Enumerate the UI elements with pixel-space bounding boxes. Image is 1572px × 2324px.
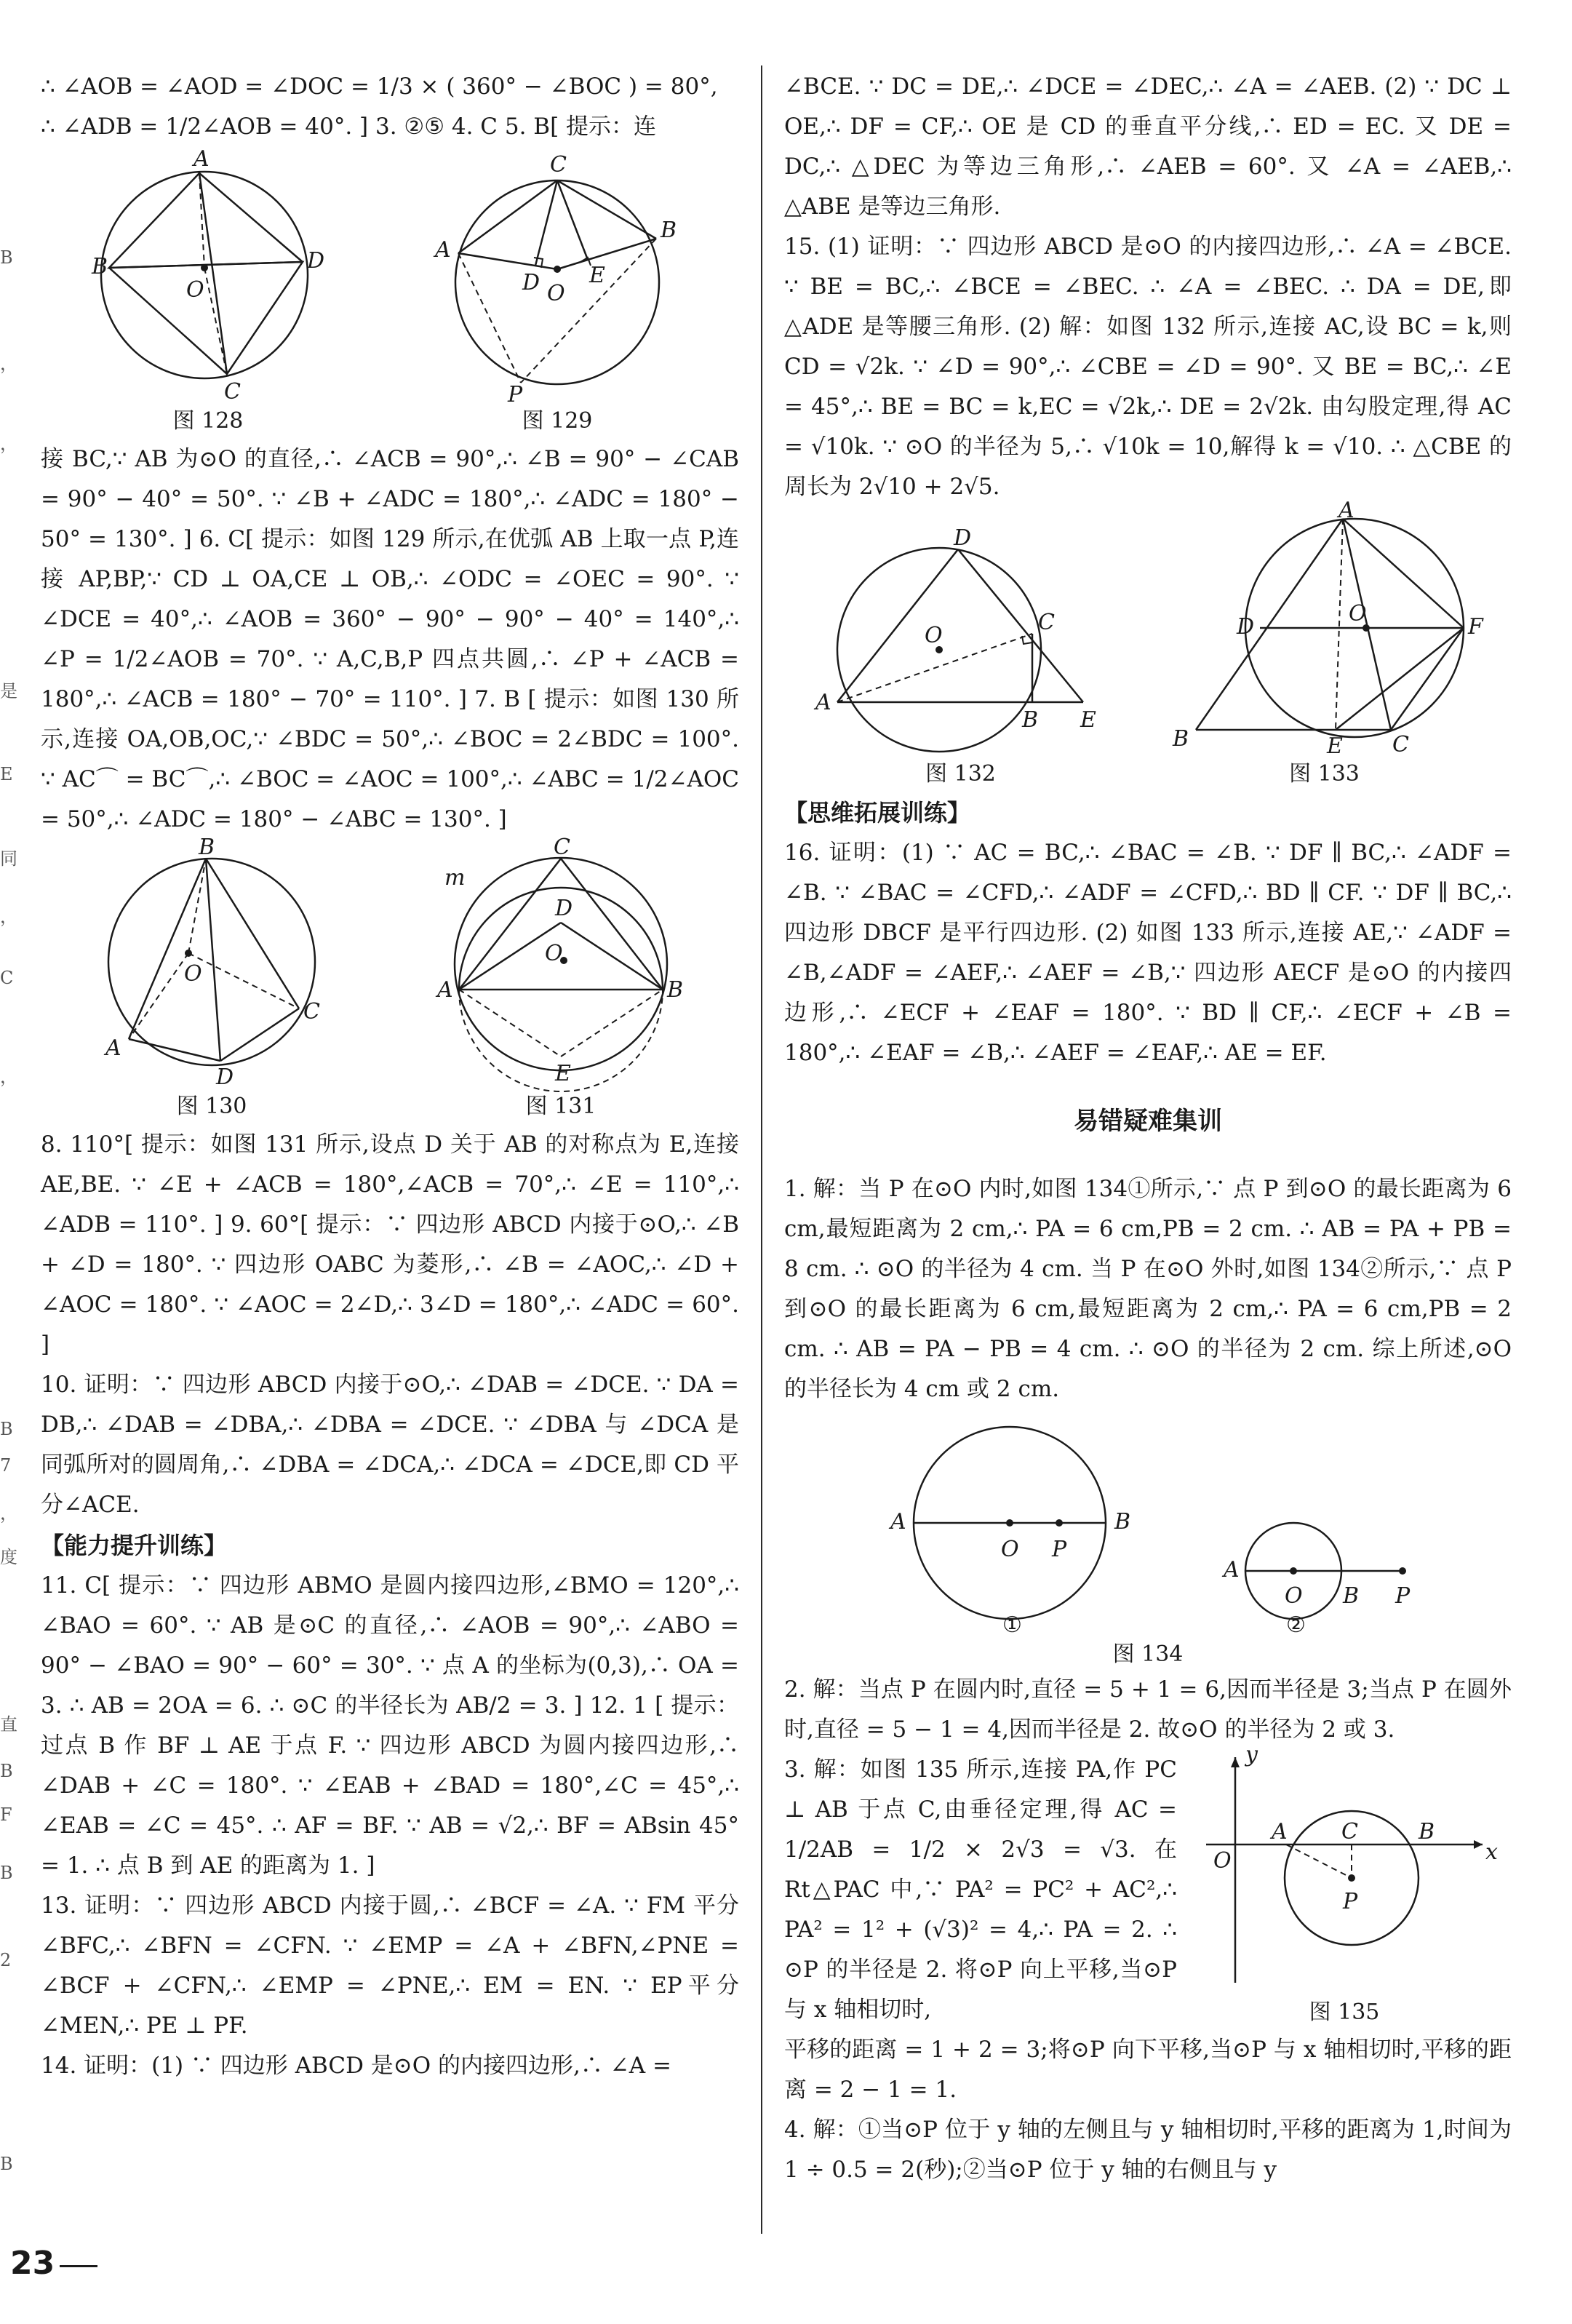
figure-135-drawing [1192, 1742, 1498, 1997]
svg-text:O: O [545, 941, 563, 966]
svg-text:D: D [1236, 614, 1254, 640]
figure-128-drawing [92, 146, 325, 406]
edge-mark: 同 [0, 848, 17, 869]
svg-text:A: A [1272, 1819, 1288, 1845]
svg-text:O: O [1001, 1537, 1019, 1562]
figure-row-132-133 [784, 498, 1512, 789]
figure-133-drawing [1168, 498, 1483, 759]
page-number-dash [60, 2265, 97, 2267]
right-paragraph-2: 15. (1) 证明：∵ 四边形 ABCD 是⊙O 的内接四边形,∴ ∠A = ∠BCE. ∵ BE = BC,∴ ∠BCE = ∠BEC. ∴ ∠A = ∠BEC. ∴ DA = DE,即△ADE 是等腰三角形. (2) 解：如图 132 所示,连接 AC,设 BC = k,则 CD = √2k. ∵ ∠D = 90°,∴ ∠CBE = ∠D = 90°. 又 BE = BC,∴ ∠E = 45°,∴ BE = BC = k,EC = √2k,∴ DE = 2√2k. 由勾股定理,得 AC = √10k. ∵ ⊙O 的半径为 5,∴ √10k = 10,解得 k = √10. ∴ △CBE 的周长为 2√10 + 2√5. [784, 234, 1512, 500]
edge-mark: ， [0, 434, 17, 454]
figure-129 [426, 151, 688, 437]
right-paragraph-7: 平移的距离 = 1 + 2 = 3;将⊙P 向下平移,当⊙P 与 x 轴相切时,平移的距离 = 2 − 1 = 1. [784, 2037, 1512, 2103]
right-paragraph-6: 3. 解：如图 135 所示,连接 PA,作 PC ⊥ AB 于点 C,由垂径定理,得 AC = 1/2AB = 1/2 × 2√3 = √3. 在 Rt△PAC 中,∵ PA² = PC² + AC²,∴ PA² = 1² + (√3)² = 4,∴ PA = 2. ∴ ⊙P 的半径是 2. 将⊙P 向上平移,当⊙P 与 x 轴相切时, [784, 1756, 1177, 2023]
figure-129-drawing [426, 151, 688, 406]
figure-130-drawing [88, 835, 335, 1091]
edge-mark: B [0, 1761, 13, 1781]
figure-131 [430, 835, 692, 1122]
problem-3-block [784, 1742, 1512, 2030]
svg-text:C: C [303, 999, 320, 1024]
svg-text:C: C [1037, 610, 1055, 635]
svg-text:D: D [555, 896, 573, 921]
svg-text:A: A [1224, 1557, 1240, 1583]
svg-text:P: P [508, 382, 523, 407]
svg-text:D: D [216, 1064, 234, 1090]
figure-135-caption: 图 135 [1309, 1999, 1380, 2025]
figure-132 [815, 525, 1106, 789]
svg-text:O: O [184, 961, 202, 987]
svg-text:O: O [1285, 1583, 1303, 1609]
svg-text:D: D [307, 248, 325, 274]
edge-mark: 是 [0, 681, 17, 701]
edge-mark: 度 [0, 1547, 17, 1567]
edge-mark: B [0, 1863, 13, 1883]
svg-text:B: B [667, 977, 684, 1003]
svg-text:B: B [1172, 726, 1189, 752]
svg-text:B: B [661, 218, 677, 243]
edge-mark: ， [0, 354, 17, 374]
svg-text:C: C [224, 379, 241, 405]
svg-text:B: B [1419, 1819, 1435, 1845]
figure-128-caption: 图 128 [172, 408, 244, 434]
svg-text:x: x [1485, 1839, 1498, 1865]
figure-135 [1192, 1742, 1498, 2028]
right-paragraph-4: 1. 解：当 P 在⊙O 内时,如图 134①所示,∵ 点 P 到⊙O 的最长距离为 6 cm,最短距离为 2 cm,∴ PA = 6 cm,PB = 2 cm. ∴ AB = PA + PB = 8 cm. ∴ ⊙O 的半径为 4 cm. 当 P 在⊙O 外时,如图 134②所示,∵ 点 P 到⊙O 的最长距离为 6 cm,最短距离为 2 cm,∴ PA = 6 cm,PB = 2 cm. ∴ AB = PA − PB = 4 cm. ∴ ⊙O 的半径为 2 cm. 综上所述,⊙O 的半径长为 4 cm 或 2 cm. [784, 1176, 1512, 1402]
right-paragraph-8: 4. 解：①当⊙P 位于 y 轴的左侧且与 y 轴相切时,平移的距离为 1,时间为 1 ÷ 0.5 = 2(秒);②当⊙P 位于 y 轴的右侧且与 y [784, 2117, 1512, 2183]
left-paragraph-8: 14. 证明：(1) ∵ 四边形 ABCD 是⊙O 的内接四边形,∴ ∠A = [41, 2053, 671, 2079]
figure-131-drawing [430, 835, 692, 1091]
svg-text:O: O [186, 277, 204, 303]
figure-128 [92, 146, 325, 437]
column-divider [761, 65, 762, 2234]
right-column [784, 67, 1512, 2190]
edge-mark: B [0, 247, 13, 268]
edge-mark: ， [0, 1067, 17, 1087]
svg-text:C: C [1392, 732, 1409, 757]
left-paragraph-4: 8. 110°[ 提示：如图 131 所示,设点 D 关于 AB 的对称点为 E,连接 AE,BE. ∵ ∠E + ∠ACB = 180°,∠ACB = 70°,∴ ∠E = 110°,∴ ∠ADB = 110°. ] 9. 60°[ 提示：∵ 四边形 ABCD 内接于⊙O,∴ ∠B + ∠D = 180°. ∵ 四边形 OABC 为菱形,∴ ∠B = ∠AOC,∴ ∠D + ∠AOC = 180°. ∵ ∠AOC = 2∠D,∴ 3∠D = 180°,∴ ∠ADC = 60°. ] [41, 1131, 739, 1358]
left-paragraph-3: 接 BC,∵ AB 为⊙O 的直径,∴ ∠ACB = 90°,∴ ∠B = 90° − ∠CAB = 90° − 40° = 50°. ∵ ∠B + ∠ADC = 180°,∴ ∠ADC = 180° − 50° = 130°. ] 6. C[ 提示：如图 129 所示,在优弧 AB 上取一点 P,连接 AP,BP,∵ CD ⊥ OA,CE ⊥ OB,∴ ∠ODC = ∠OEC = 90°. ∵ ∠DCE = 40°,∴ ∠AOB = 360° − 90° − 90° − 40° = 140°,∴ ∠P = 1/2∠AOB = 70°. ∵ A,C,B,P 四点共圆,∴ ∠P + ∠ACB = 180°,∴ ∠ACB = 180° − 70° = 110°. ] 7. B [ 提示：如图 130 所示,连接 OA,OB,OC,∵ ∠BDC = 50°,∴ ∠BOC = 2∠BDC = 100°. ∵ AC⌒ = BC⌒,∴ ∠BOC = ∠AOC = 100°,∴ ∠ABC = 1/2∠AOC = 50°,∴ ∠ADC = 180° − ∠ABC = 130°. ] [41, 446, 739, 832]
right-paragraph-1: ∠BCE. ∵ DC = DE,∴ ∠DCE = ∠DEC,∴ ∠A = ∠AEB. (2) ∵ DC ⊥ OE,∴ DF = CF,∴ OE 是 CD 的垂直平分线,∴ ED = EC. 又 DE = DC,∴ △DEC 为等边三角形,∴ ∠AEB = 60°. 又 ∠A = ∠AEB,∴ △ABE 是等边三角形. [784, 73, 1512, 220]
svg-text:E: E [589, 263, 605, 288]
figure-130-caption: 图 130 [176, 1094, 247, 1119]
svg-text:A: A [105, 1035, 121, 1061]
edge-mark: ， [0, 907, 17, 927]
svg-text:B: B [92, 254, 108, 279]
figure-133 [1168, 498, 1483, 789]
svg-text:P: P [1395, 1583, 1411, 1609]
edge-mark: B [0, 2154, 13, 2174]
svg-text:C: C [554, 835, 570, 860]
svg-text:E: E [555, 1061, 571, 1086]
figure-131-caption: 图 131 [525, 1094, 597, 1119]
edge-mark: F [0, 1804, 12, 1825]
svg-text:P: P [1052, 1537, 1067, 1562]
section-heading-ability: 【能力提升训练】 [41, 1532, 228, 1559]
edge-mark: 7 [0, 1455, 12, 1476]
figure-row-128-129 [41, 146, 739, 437]
edge-mark: 直 [0, 1714, 17, 1735]
section-heading-error-prone: 易错疑难集训 [1074, 1107, 1222, 1136]
svg-text:O: O [547, 281, 565, 306]
figure-134 [784, 1414, 1512, 1670]
figure-134-caption: 图 134 [1112, 1641, 1184, 1667]
figure-134-drawing [791, 1414, 1504, 1639]
svg-text:y: y [1245, 1742, 1258, 1767]
svg-text:B: B [199, 835, 215, 860]
svg-text:A: A [815, 690, 831, 715]
left-paragraph-2: ∴ ∠ADB = 1/2∠AOB = 40°. ] 3. ②⑤ 4. C 5. B[ 提示：连 [41, 114, 657, 140]
svg-text:m: m [444, 865, 466, 891]
svg-text:B: B [1343, 1583, 1360, 1609]
svg-text:O: O [924, 623, 943, 648]
svg-text:B: B [1114, 1509, 1131, 1535]
edge-mark: C [0, 968, 14, 988]
figure-134-sub-1: ① [1002, 1612, 1022, 1638]
svg-text:A: A [193, 146, 210, 172]
left-column [41, 67, 739, 2086]
edge-mark: 2 [0, 1950, 12, 1970]
figure-134-sub-2: ② [1286, 1612, 1306, 1638]
svg-text:A: A [437, 977, 453, 1003]
svg-text:C: C [1341, 1819, 1358, 1845]
right-paragraph-5: 2. 解：当点 P 在圆内时,直径 = 5 + 1 = 6,因而半径是 3;当点 P 在圆外时,直径 = 5 − 1 = 4,因而半径是 2. 故⊙O 的半径为 2 或 3. [784, 1676, 1512, 1743]
figure-130 [88, 835, 335, 1122]
svg-text:A: A [890, 1509, 906, 1535]
edge-mark: B [0, 1419, 13, 1439]
svg-text:D: D [953, 525, 971, 551]
svg-text:O: O [1348, 601, 1367, 626]
svg-text:P: P [1343, 1889, 1358, 1914]
svg-text:C: C [550, 152, 567, 178]
svg-text:A: A [435, 237, 451, 263]
left-paragraph-5: 10. 证明：∵ 四边形 ABCD 内接于⊙O,∴ ∠DAB = ∠DCE. ∵ DA = DB,∴ ∠DAB = ∠DBA,∴ ∠DBA = ∠DCE. ∵ ∠DBA 与 ∠DCA 是同弧所对的圆周角,∴ ∠DBA = ∠DCA,∴ ∠DCA = ∠DCE,即 CD 平分∠ACE. [41, 1372, 739, 1518]
edge-mark: E [0, 764, 13, 784]
figure-row-130-131 [41, 835, 739, 1122]
figure-132-drawing [815, 525, 1106, 759]
svg-text:F: F [1467, 614, 1483, 640]
page-number: 23 [10, 2245, 55, 2282]
svg-text:O: O [1213, 1848, 1232, 1874]
left-paragraph-1: ∴ ∠AOB = ∠AOD = ∠DOC = 1/3 × ( 360° − ∠BOC ) = 80°, [41, 73, 718, 100]
svg-text:A: A [1338, 498, 1354, 523]
svg-text:E: E [1326, 733, 1343, 759]
figure-133-caption: 图 133 [1289, 761, 1360, 787]
figure-129-caption: 图 129 [522, 408, 593, 434]
edge-mark: ， [0, 1503, 17, 1524]
section-heading-thinking: 【思维拓展训练】 [784, 799, 971, 827]
svg-text:D: D [522, 270, 540, 295]
left-paragraph-7: 13. 证明：∵ 四边形 ABCD 内接于圆,∴ ∠BCF = ∠A. ∵ FM 平分∠BFC,∴ ∠BFN = ∠CFN. ∵ ∠EMP = ∠A + ∠BFN,∠PNE = ∠BCF + ∠CFN,∴ ∠EMP = ∠PNE,∴ EM = EN. ∵ EP平分∠MEN,∴ PE ⊥ PF. [41, 1893, 739, 2039]
right-paragraph-3: 16. 证明：(1) ∵ AC = BC,∴ ∠BAC = ∠B. ∵ DF ∥ BC,∴ ∠ADF = ∠B. ∵ ∠BAC = ∠CFD,∴ ∠ADF = ∠CFD,∴ BD ∥ CF. ∵ DF ∥ BC,∴ 四边形 DBCF 是平行四边形. (2) 如图 133 所示,连接 AE,∵ ∠ADF = ∠B,∠ADF = ∠AEF,∴ ∠AEF = ∠B,∵ 四边形 AECF 是⊙O 的内接四边形,∴ ∠ECF + ∠EAF = 180°. ∵ BD ∥ CF,∴ ∠ECF + ∠B = 180°,∴ ∠EAF = ∠B,∴ ∠AEF = ∠EAF,∴ AE = EF. [784, 840, 1512, 1066]
svg-text:E: E [1080, 707, 1096, 733]
left-paragraph-6: 11. C[ 提示：∵ 四边形 ABMO 是圆内接四边形,∠BMO = 120°,∴ ∠BAO = 60°. ∵ AB 是⊙C 的直径,∴ ∠AOB = 90°,∴ ∠ABO = 90° − ∠BAO = 90° − 60° = 30°. ∵ 点 A 的坐标为(0,3),∴ OA = 3. ∴ AB = 2OA = 6. ∴ ⊙C 的半径长为 AB/2 = 3. ] 12. 1 [ 提示：过点 B 作 BF ⊥ AE 于点 F. ∵ 四边形 ABCD 为圆内接四边形,∴ ∠DAB + ∠C = 180°. ∵ ∠EAB + ∠BAD = 180°,∠C = 45°,∴ ∠EAB = ∠C = 45°. ∴ AF = BF. ∵ AB = √2,∴ BF = ABsin 45° = 1. ∴ 点 B 到 AE 的距离为 1. ] [41, 1572, 739, 1879]
svg-text:B: B [1021, 707, 1038, 733]
figure-132-caption: 图 132 [925, 761, 996, 787]
